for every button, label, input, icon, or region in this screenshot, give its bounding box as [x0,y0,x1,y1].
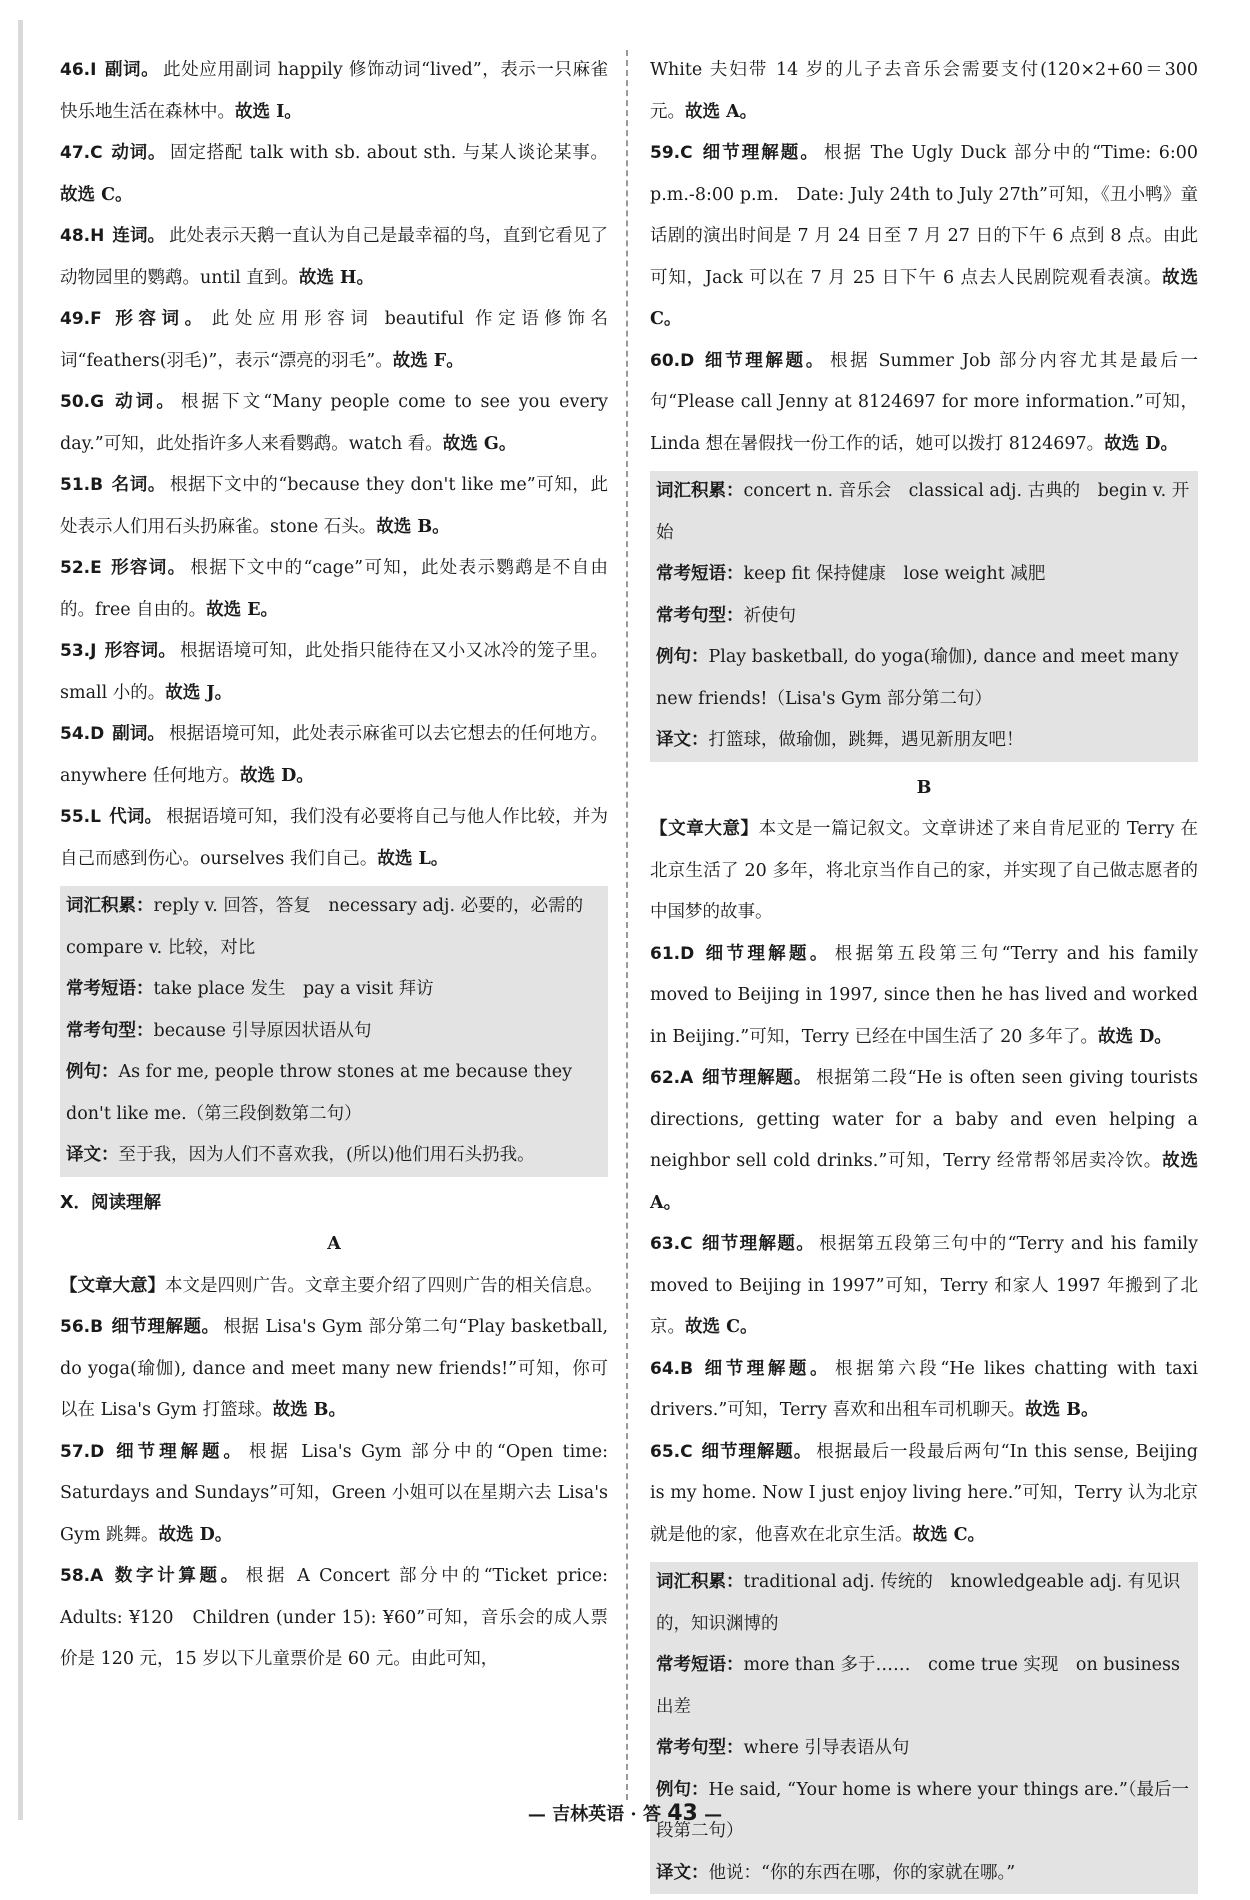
answer-entry [650,1432,1198,1557]
question-number: 52.E [60,558,102,578]
box-label: 常考句型： [656,1738,744,1758]
entry-answer: 故选 B。 [376,516,450,537]
question-number: 63.C [650,1234,693,1254]
question-number: 59.C [650,143,693,163]
page-number: 43 [667,1801,698,1826]
question-number: 51.B [60,475,104,495]
column-divider [626,50,628,1800]
entry-answer: 故选 C。 [685,1317,758,1337]
box-label: 常考短语： [656,1655,744,1675]
question-type: 动词。 [112,392,177,412]
box-label: 例句： [656,647,709,667]
box-row [656,1645,1192,1728]
entry-answer: 故选 B。 [1025,1400,1099,1420]
question-type: 副词。 [112,724,165,744]
box-text: He said, “Your home is where your things are.”（最后一段第二句） [656,1779,1190,1841]
answer-entry [60,382,608,465]
question-number: 62.A [650,1068,694,1088]
answer-entry [60,133,608,216]
box-text: where 引导表语从句 [743,1738,910,1758]
question-number: 53.J [60,641,97,661]
vocab-box-2 [650,471,1198,762]
box-row [66,886,602,969]
question-type: 形容词。 [109,309,208,329]
entry-text: White 夫妇带 14 岁的儿子去音乐会需要支付(120×2+60＝300 元。 [650,60,1198,122]
box-label: 常考句型： [66,1020,154,1041]
box-label: 例句： [66,1062,119,1082]
box-row [656,720,1192,762]
answer-entry [650,133,1198,341]
question-type: 细节理解题。 [701,1068,813,1088]
box-text: reply v. 回答，答复 necessary adj. 必要的，必需的 compare v. 比较，对比 [66,896,601,958]
answer-entry [60,714,608,797]
entry-text: 根据下文中的“because they don't like me”可知，此处表示人们用石头扔麻雀。stone 石头。 [60,475,608,537]
box-label: 词汇积累： [66,896,154,916]
question-type: 细节理解题。 [701,1358,832,1379]
entry-text: 根据下文中的“cage”可知，此处表示鹦鹉是不自由的。free 自由的。 [60,558,609,620]
question-type: 细节理解题。 [702,350,826,371]
entry-answer: 故选 I。 [235,101,302,122]
entry-answer: 故选 D。 [158,1524,233,1545]
entry-answer: 故选 H。 [298,267,374,288]
footer-suffix: — [697,1804,723,1825]
question-number: 61.D [650,943,695,964]
box-label: 常考句型： [656,605,744,626]
entry-answer: 故选 E。 [206,599,279,620]
answer-entry [650,341,1198,466]
entry-answer: 故选 C。 [912,1524,986,1545]
entry-text: 根据语境可知，此处指只能待在又小又冰冷的笼子里。small 小的。 [60,641,609,703]
entry-text: 固定搭配 talk with sb. about sth. 与某人谈论某事。 [170,143,608,163]
box-row [66,1135,602,1177]
entry-answer: 故选 A。 [685,101,758,122]
answer-entry [60,465,608,548]
box-text: Play basketball, do yoga(瑜伽), dance and meet many new friends!（Lisa's Gym 部分第二句） [656,647,1179,709]
question-number: 54.D [60,724,105,744]
answer-entry [650,1224,1198,1349]
box-label: 例句： [656,1779,709,1800]
question-type: 形容词。 [109,558,187,578]
question-type: 代词。 [108,807,163,827]
answer-entry [60,631,608,714]
question-type: 名词。 [111,475,166,495]
summary-text: 本文是一篇记叙文。文章讲述了来自肯尼亚的 Terry 在北京生活了 20 多年，将北京当作自己的家，并实现了自己做志愿者的中国梦的故事。 [650,819,1199,922]
answer-entry [60,1432,608,1557]
entry-answer: 故选 C。 [60,184,133,205]
section-title: X．阅读理解 [60,1192,161,1213]
box-row [656,1728,1192,1770]
entry-58-continued [650,50,1198,133]
question-type: 细节理解题。 [700,143,820,163]
box-text: 打篮球，做瑜伽，跳舞，遇见新朋友吧！ [708,730,1024,750]
entry-text: 根据语境可知，此处表示麻雀可以去它想去的任何地方。anywhere 任何地方。 [60,724,609,786]
question-type: 形容词。 [104,641,177,661]
summary-a [60,1266,608,1308]
entry-text: 根据第五段第三句“Terry and his family moved to Beijing in 1997, since then he has lived and worked in Beijing.”可知，Terry 已经在中国生活了 20 多年了。 [650,943,1198,1047]
question-number: 46.I [60,60,97,80]
box-text: 至于我，因为人们不喜欢我，(所以)他们用石头扔我。 [118,1145,535,1165]
question-type: 副词。 [104,60,160,80]
summary-text: 本文是四则广告。文章主要介绍了四则广告的相关信息。 [165,1275,603,1296]
summary-label: 【文章大意】 [60,1275,165,1296]
box-text: 他说：“你的东西在哪，你的家就在哪。” [708,1862,1016,1883]
box-text: keep fit 保持健康 lose weight 减肥 [743,564,1046,584]
summary-b [650,809,1198,934]
box-text: take place 发生 pay a visit 拜访 [153,979,434,999]
entry-answer: 故选 B。 [272,1400,346,1420]
box-row [66,1052,602,1135]
question-type: 细节理解题。 [700,1234,816,1254]
box-text: concert n. 音乐会 classical adj. 古典的 begin v. 开始 [656,481,1190,543]
question-number: 60.D [650,350,695,371]
entry-text: 根据 A Concert 部分中的“Ticket price: Adults: ¥120 Children (under 15): ¥60”可知，音乐会的成人票价是 120 元，15 岁以下儿童票价是 60 元。由此可知， [60,1566,608,1669]
question-type: 动词。 [110,143,167,163]
entry-answer: 故选 J。 [165,682,233,703]
question-number: 49.F [60,309,102,329]
question-number: 50.G [60,392,105,412]
entry-text: 根据 The Ugly Duck 部分中的“Time: 6:00 p.m.-8:00 p.m. Date: July 24th to July 27th”可知，《丑小鸭》童话剧的演出时间是 7 月 24 日至 7 月 27 日的下午 6 点到 8 点。由此可知，Jack 可以在 7 月 25 日下午 6 点去人民剧院观看表演。 [650,143,1198,288]
box-row [656,1853,1192,1895]
answer-entry [60,1556,608,1681]
entry-text: 根据最后一段最后两句“In this sense, Beijing is my home. Now I just enjoy living here.”可知，Terry 认为北京就是他的家，他喜欢在北京生活。 [650,1441,1198,1545]
question-number: 47.C [60,143,103,163]
entry-text: 根据 Lisa's Gym 部分第二句“Play basketball, do yoga(瑜伽), dance and meet many new friends!”可知，你可以在 Lisa's Gym 打篮球。 [60,1317,609,1420]
entry-text: 根据第二段“He is often seen giving tourists directions, getting water for a baby and even helping a neighbor sell cold drinks.”可知，Terry 经常帮邻居卖冷饮。 [650,1068,1198,1171]
part-b-label: B [916,777,932,798]
box-row [656,554,1192,596]
answer-entry [650,934,1198,1059]
question-type: 细节理解题。 [112,1441,245,1462]
entry-text: 根据下文“Many people come to see you every day.”可知，此处指许多人来看鹦鹉。watch 看。 [60,392,608,454]
question-number: 57.D [60,1441,105,1462]
vocab-box-3 [650,1562,1198,1894]
question-type: 细节理解题。 [700,1441,813,1462]
answer-entry [650,1058,1198,1224]
box-text: because 引导原因状语从句 [153,1020,372,1041]
answer-entry [60,548,608,631]
question-type: 细节理解题。 [702,943,831,964]
question-type: 细节理解题。 [111,1317,220,1337]
box-row [656,637,1192,720]
part-a-label: A [327,1234,341,1254]
box-row [66,1011,602,1053]
box-text: more than 多于…… come true 实现 on business 出差 [656,1655,1180,1717]
box-text: As for me, people throw stones at me because they don't like me.（第三段倒数第二句） [66,1062,573,1124]
footer-prefix: — 吉林英语 · 答 [527,1804,668,1825]
entry-answer: 故选 A。 [650,1151,1198,1213]
vocab-box-1 [60,886,608,1177]
box-label: 常考短语： [656,564,744,584]
question-type: 连词。 [112,226,166,246]
entry-text: 根据第五段第三句中的“Terry and his family moved to Beijing in 1997”可知，Terry 和家人 1997 年搬到了北京。 [650,1234,1198,1337]
entry-answer: 故选 L。 [377,848,449,869]
summary-label: 【文章大意】 [650,819,759,839]
question-number: 55.L [60,807,101,827]
entry-text: 根据第六段“He likes chatting with taxi drivers.”可知，Terry 喜欢和出租车司机聊天。 [650,1358,1199,1420]
box-label: 译文： [66,1145,119,1165]
box-label: 译文： [656,730,709,750]
box-row [656,596,1192,638]
question-type: 数字计算题。 [111,1566,242,1586]
entry-text: 根据 Lisa's Gym 部分中的“Open time: Saturdays and Sundays”可知，Green 小姐可以在星期六去 Lisa's Gym 跳舞。 [60,1441,609,1545]
box-label: 词汇积累： [656,1572,744,1592]
entry-answer: 故选 F。 [392,350,464,371]
question-number: 56.B [60,1317,104,1337]
box-label: 译文： [656,1862,709,1883]
answer-entry [60,797,608,880]
question-number: 58.A [60,1566,104,1586]
box-label: 常考短语： [66,979,154,999]
right-column [650,50,1198,1900]
entry-text: 此处表示天鹅一直认为自己是最幸福的鸟，直到它看见了动物园里的鹦鹉。until 直到。 [60,226,609,288]
entry-answer: 故选 D。 [239,765,314,786]
box-text: traditional adj. 传统的 knowledgeable adj. 有见识的，知识渊博的 [656,1572,1181,1634]
question-number: 64.B [650,1358,694,1379]
answer-entry [60,1307,608,1432]
answer-entry [650,1349,1198,1432]
entry-text: 此处应用副词 happily 修饰动词“lived”，表示一只麻雀快乐地生活在森林中。 [60,60,608,122]
box-row [656,471,1192,554]
box-row [66,969,602,1011]
box-label: 词汇积累： [656,481,744,501]
entry-answer: 故选 C。 [650,267,1199,329]
entry-text: 根据 Summer Job 部分内容尤其是最后一句“Please call Jenny at 8124697 for more information.”可知，Linda 想在暑假找一份工作的话，她可以拨打 8124697。 [650,350,1198,454]
answer-entry [60,299,608,382]
box-row [656,1562,1192,1645]
box-text: 祈使句 [743,605,796,626]
entry-text: 根据语境可知，我们没有必要将自己与他人作比较，并为自己而感到伤心。ourselves 我们自己。 [60,807,609,869]
entry-answer: 故选 G。 [442,433,517,454]
entry-answer: 故选 D。 [1098,1026,1172,1047]
question-number: 65.C [650,1441,693,1462]
left-column [60,50,608,1681]
entry-text: 此处应用形容词 beautiful 作定语修饰名词“feathers(羽毛)”，表示“漂亮的羽毛”。 [60,309,608,371]
question-number: 48.H [60,226,105,246]
answer-entry [60,50,608,133]
page-edge-rule [18,20,23,1820]
entry-answer: 故选 D。 [1104,433,1178,454]
answer-entry [60,216,608,299]
page-footer [0,1800,1250,1826]
